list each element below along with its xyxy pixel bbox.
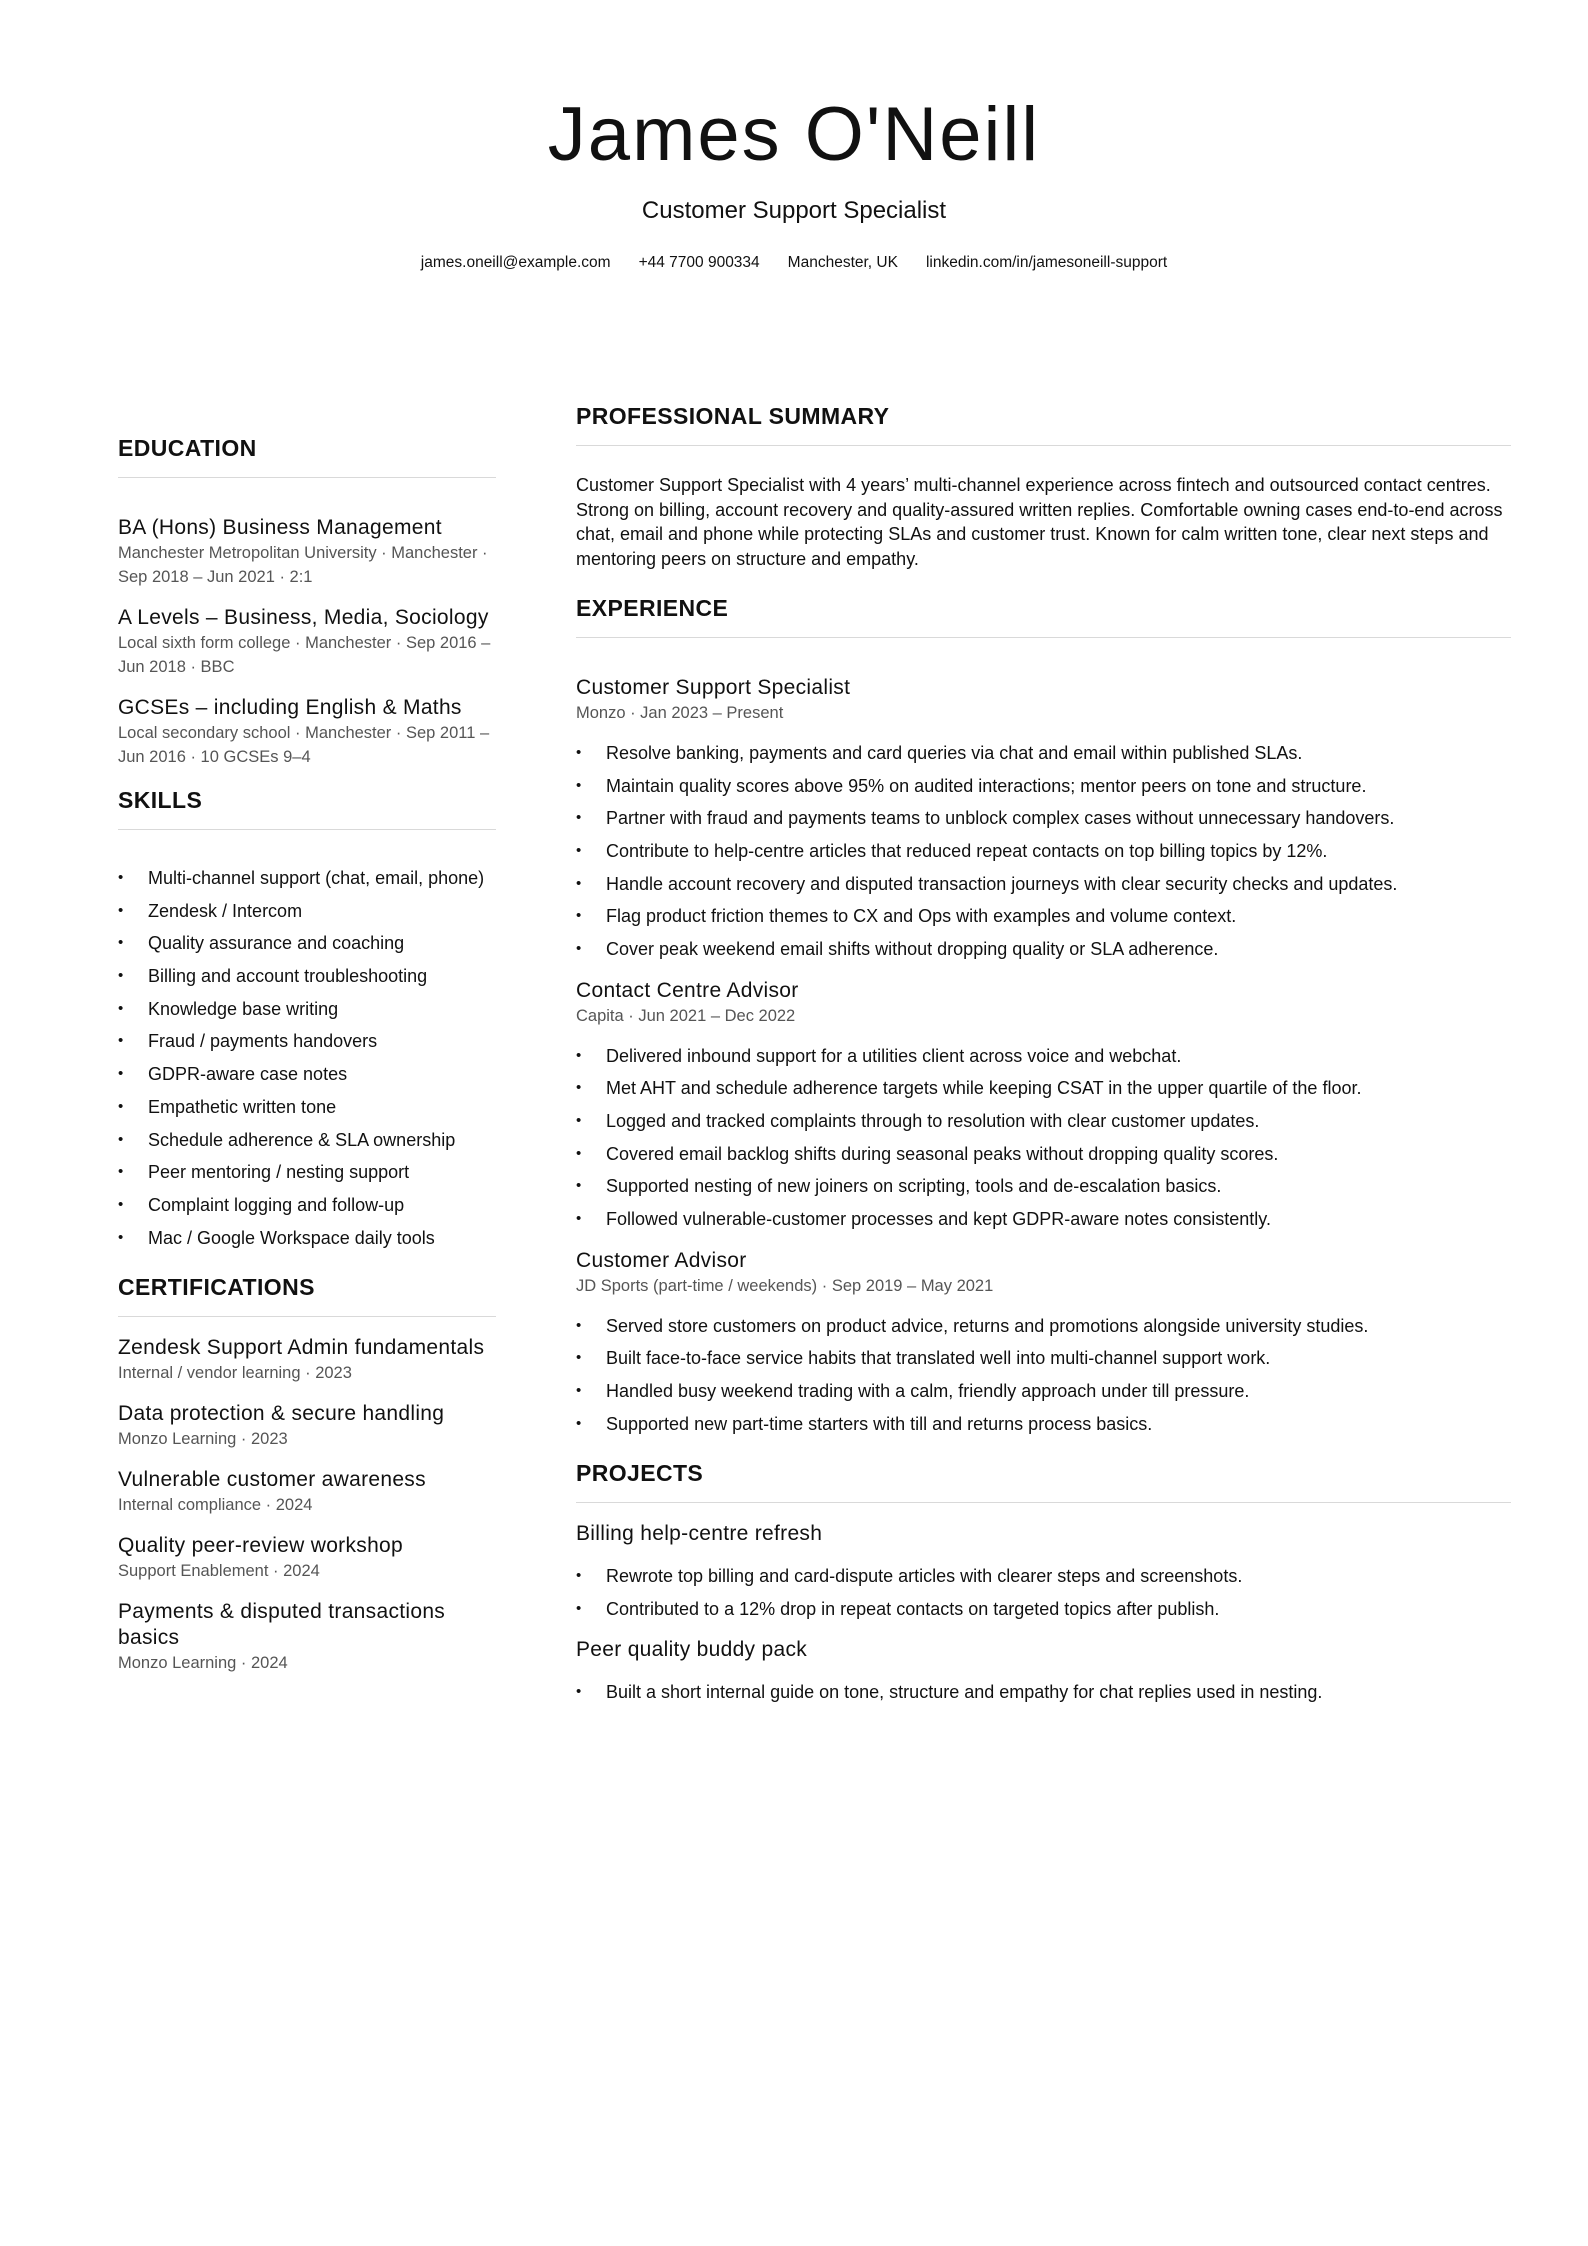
certifications-section bbox=[118, 1272, 496, 1675]
job-title: Customer Support Specialist bbox=[576, 676, 851, 699]
education-item bbox=[118, 695, 496, 769]
project-entry bbox=[576, 1637, 1511, 1705]
education-details: Manchester Metropolitan University · Manchester · Sep 2018 – Jun 2021 · 2:1 bbox=[118, 544, 488, 586]
left-column bbox=[118, 433, 496, 1691]
education-degree: A Levels – Business, Media, Sociology bbox=[118, 606, 489, 629]
skill-item: • Mac / Google Workspace daily tools bbox=[118, 1226, 496, 1251]
education-item bbox=[118, 605, 496, 679]
education-section bbox=[118, 433, 496, 769]
candidate-role: Customer Support Specialist bbox=[641, 197, 947, 224]
certification-issuer: Internal / vendor learning · 2023 bbox=[118, 1364, 352, 1383]
job-bullet: • Logged and tracked complaints through to resolution with clear customer updates. bbox=[576, 1109, 1511, 1134]
certification-name: Vulnerable customer awareness bbox=[118, 1468, 426, 1492]
section-title-projects: PROJECTS bbox=[576, 1460, 704, 1487]
section-title-skills: SKILLS bbox=[118, 787, 203, 813]
certification-name: Payments & disputed transactions basics bbox=[118, 1600, 446, 1650]
certification-issuer: Monzo Learning · 2024 bbox=[118, 1654, 288, 1673]
section-divider bbox=[118, 1316, 496, 1317]
education-details: Local secondary school · Manchester · Sep 2011 – Jun 2016 · 10 GCSEs 9–4 bbox=[118, 724, 490, 766]
job-bullet: • Maintain quality scores above 95% on audited interactions; mentor peers on tone and structure. bbox=[576, 774, 1511, 799]
job-bullet: • Handled busy weekend trading with a calm, friendly approach under till pressure. bbox=[576, 1379, 1511, 1404]
contact-linkedin: linkedin.com/in/jamesoneill-support bbox=[925, 254, 1168, 271]
job-bullets bbox=[576, 741, 1511, 962]
section-divider bbox=[118, 829, 496, 830]
job-bullets bbox=[576, 1314, 1511, 1437]
skill-item: • Fraud / payments handovers bbox=[118, 1029, 496, 1054]
certification-item bbox=[118, 1533, 496, 1583]
education-degree: GCSEs – including English & Maths bbox=[118, 696, 462, 719]
project-bullet: • Contributed to a 12% drop in repeat contacts on targeted topics after publish. bbox=[576, 1597, 1511, 1622]
section-divider bbox=[118, 477, 496, 478]
section-title-certifications: CERTIFICATIONS bbox=[118, 1274, 315, 1301]
projects-section bbox=[576, 1458, 1511, 1705]
job-bullet: • Handle account recovery and disputed transaction journeys with clear security checks and updates. bbox=[576, 872, 1511, 897]
job-employer-dates: Capita · Jun 2021 – Dec 2022 bbox=[576, 1006, 796, 1025]
certification-item bbox=[118, 1335, 496, 1385]
contact-phone: +44 7700 900334 bbox=[638, 254, 760, 271]
skill-item: • Peer mentoring / nesting support bbox=[118, 1160, 496, 1185]
job-entry bbox=[576, 1248, 1511, 1437]
certification-item bbox=[118, 1401, 496, 1451]
job-bullets bbox=[576, 1044, 1511, 1232]
section-divider bbox=[576, 1502, 1511, 1503]
project-entry bbox=[576, 1521, 1511, 1621]
contact-email: james.oneill@example.com bbox=[420, 254, 611, 271]
certification-name: Quality peer-review workshop bbox=[118, 1534, 404, 1558]
education-details: Local sixth form college · Manchester · Sep 2016 – Jun 2018 · BBC bbox=[118, 634, 491, 676]
section-divider bbox=[576, 445, 1511, 446]
section-title-summary: PROFESSIONAL SUMMARY bbox=[576, 403, 890, 429]
skill-item: • Quality assurance and coaching bbox=[118, 931, 496, 956]
project-bullet: • Built a short internal guide on tone, structure and empathy for chat replies used in nesting. bbox=[576, 1680, 1511, 1705]
certification-issuer: Monzo Learning · 2023 bbox=[118, 1430, 288, 1449]
skill-item: • Empathetic written tone bbox=[118, 1095, 496, 1120]
job-bullet: • Supported nesting of new joiners on scripting, tools and de-escalation basics. bbox=[576, 1174, 1511, 1199]
job-bullet: • Supported new part-time starters with till and returns process basics. bbox=[576, 1412, 1511, 1437]
education-item bbox=[118, 515, 496, 589]
right-column bbox=[576, 401, 1511, 1713]
job-bullet: • Met AHT and schedule adherence targets while keeping CSAT in the upper quartile of the floor. bbox=[576, 1076, 1511, 1101]
skill-item: • GDPR-aware case notes bbox=[118, 1062, 496, 1087]
project-bullets bbox=[576, 1564, 1511, 1621]
job-employer-dates: Monzo · Jan 2023 – Present bbox=[576, 704, 784, 722]
skill-item: • Schedule adherence & SLA ownership bbox=[118, 1128, 496, 1153]
job-bullet: • Resolve banking, payments and card queries via chat and email within published SLAs. bbox=[576, 741, 1511, 766]
experience-section bbox=[576, 593, 1511, 1436]
education-degree: BA (Hons) Business Management bbox=[118, 516, 442, 539]
skills-section bbox=[118, 785, 496, 1250]
job-bullet: • Served store customers on product advice, returns and promotions alongside university studies. bbox=[576, 1314, 1511, 1339]
job-entry bbox=[576, 978, 1511, 1232]
section-title-education: EDUCATION bbox=[118, 435, 257, 461]
job-bullet: • Followed vulnerable-customer processes and kept GDPR-aware notes consistently. bbox=[576, 1207, 1511, 1232]
job-title: Customer Advisor bbox=[576, 1248, 747, 1272]
job-title: Contact Centre Advisor bbox=[576, 978, 799, 1002]
project-title: Peer quality buddy pack bbox=[576, 1638, 808, 1662]
certification-issuer: Internal compliance · 2024 bbox=[118, 1496, 313, 1515]
certification-name: Data protection & secure handling bbox=[118, 1402, 445, 1426]
project-bullets bbox=[576, 1680, 1511, 1705]
skill-item: • Knowledge base writing bbox=[118, 997, 496, 1022]
job-bullet: • Partner with fraud and payments teams to unblock complex cases without unnecessary handovers. bbox=[576, 806, 1511, 831]
job-bullet: • Delivered inbound support for a utilities client across voice and webchat. bbox=[576, 1044, 1511, 1069]
summary-text: Customer Support Specialist with 4 years’ multi-channel experience across fintech and outsourced contact centres. Strong on billing, account recovery and quality-assured written replies. Comfortable owning cases end-to-end across chat, email and phone while protecting SLAs and customer trust. Known for calm written tone, clear next steps and mentoring peers on structure and empathy. bbox=[576, 475, 1503, 569]
skill-item: • Billing and account troubleshooting bbox=[118, 964, 496, 989]
skill-item: • Zendesk / Intercom bbox=[118, 899, 496, 924]
skill-item: • Multi-channel support (chat, email, phone) bbox=[118, 866, 496, 891]
section-divider bbox=[576, 637, 1511, 638]
project-title: Billing help-centre refresh bbox=[576, 1522, 823, 1546]
contact-line bbox=[0, 253, 1588, 273]
certification-issuer: Support Enablement · 2024 bbox=[118, 1562, 320, 1581]
job-bullet: • Flag product friction themes to CX and Ops with examples and volume context. bbox=[576, 904, 1511, 929]
job-bullet: • Built face-to-face service habits that translated well into multi-channel support work. bbox=[576, 1346, 1511, 1371]
summary-section bbox=[576, 401, 1511, 571]
job-bullet: • Contribute to help-centre articles that reduced repeat contacts on top billing topics by 12%. bbox=[576, 839, 1511, 864]
section-title-experience: EXPERIENCE bbox=[576, 595, 729, 621]
certification-item bbox=[118, 1599, 496, 1675]
job-bullet: • Covered email backlog shifts during seasonal peaks without dropping quality scores. bbox=[576, 1142, 1511, 1167]
contact-location: Manchester, UK bbox=[787, 254, 898, 271]
skill-item: • Complaint logging and follow-up bbox=[118, 1193, 496, 1218]
job-entry bbox=[576, 675, 1511, 962]
certification-item bbox=[118, 1467, 496, 1517]
candidate-name: James O'Neill bbox=[547, 92, 1041, 177]
skills-list bbox=[118, 866, 496, 1250]
project-bullet: • Rewrote top billing and card-dispute articles with clearer steps and screenshots. bbox=[576, 1564, 1511, 1589]
job-employer-dates: JD Sports (part-time / weekends) · Sep 2019 – May 2021 bbox=[576, 1276, 994, 1295]
job-bullet: • Cover peak weekend email shifts without dropping quality or SLA adherence. bbox=[576, 937, 1511, 962]
certification-name: Zendesk Support Admin fundamentals bbox=[118, 1336, 485, 1360]
